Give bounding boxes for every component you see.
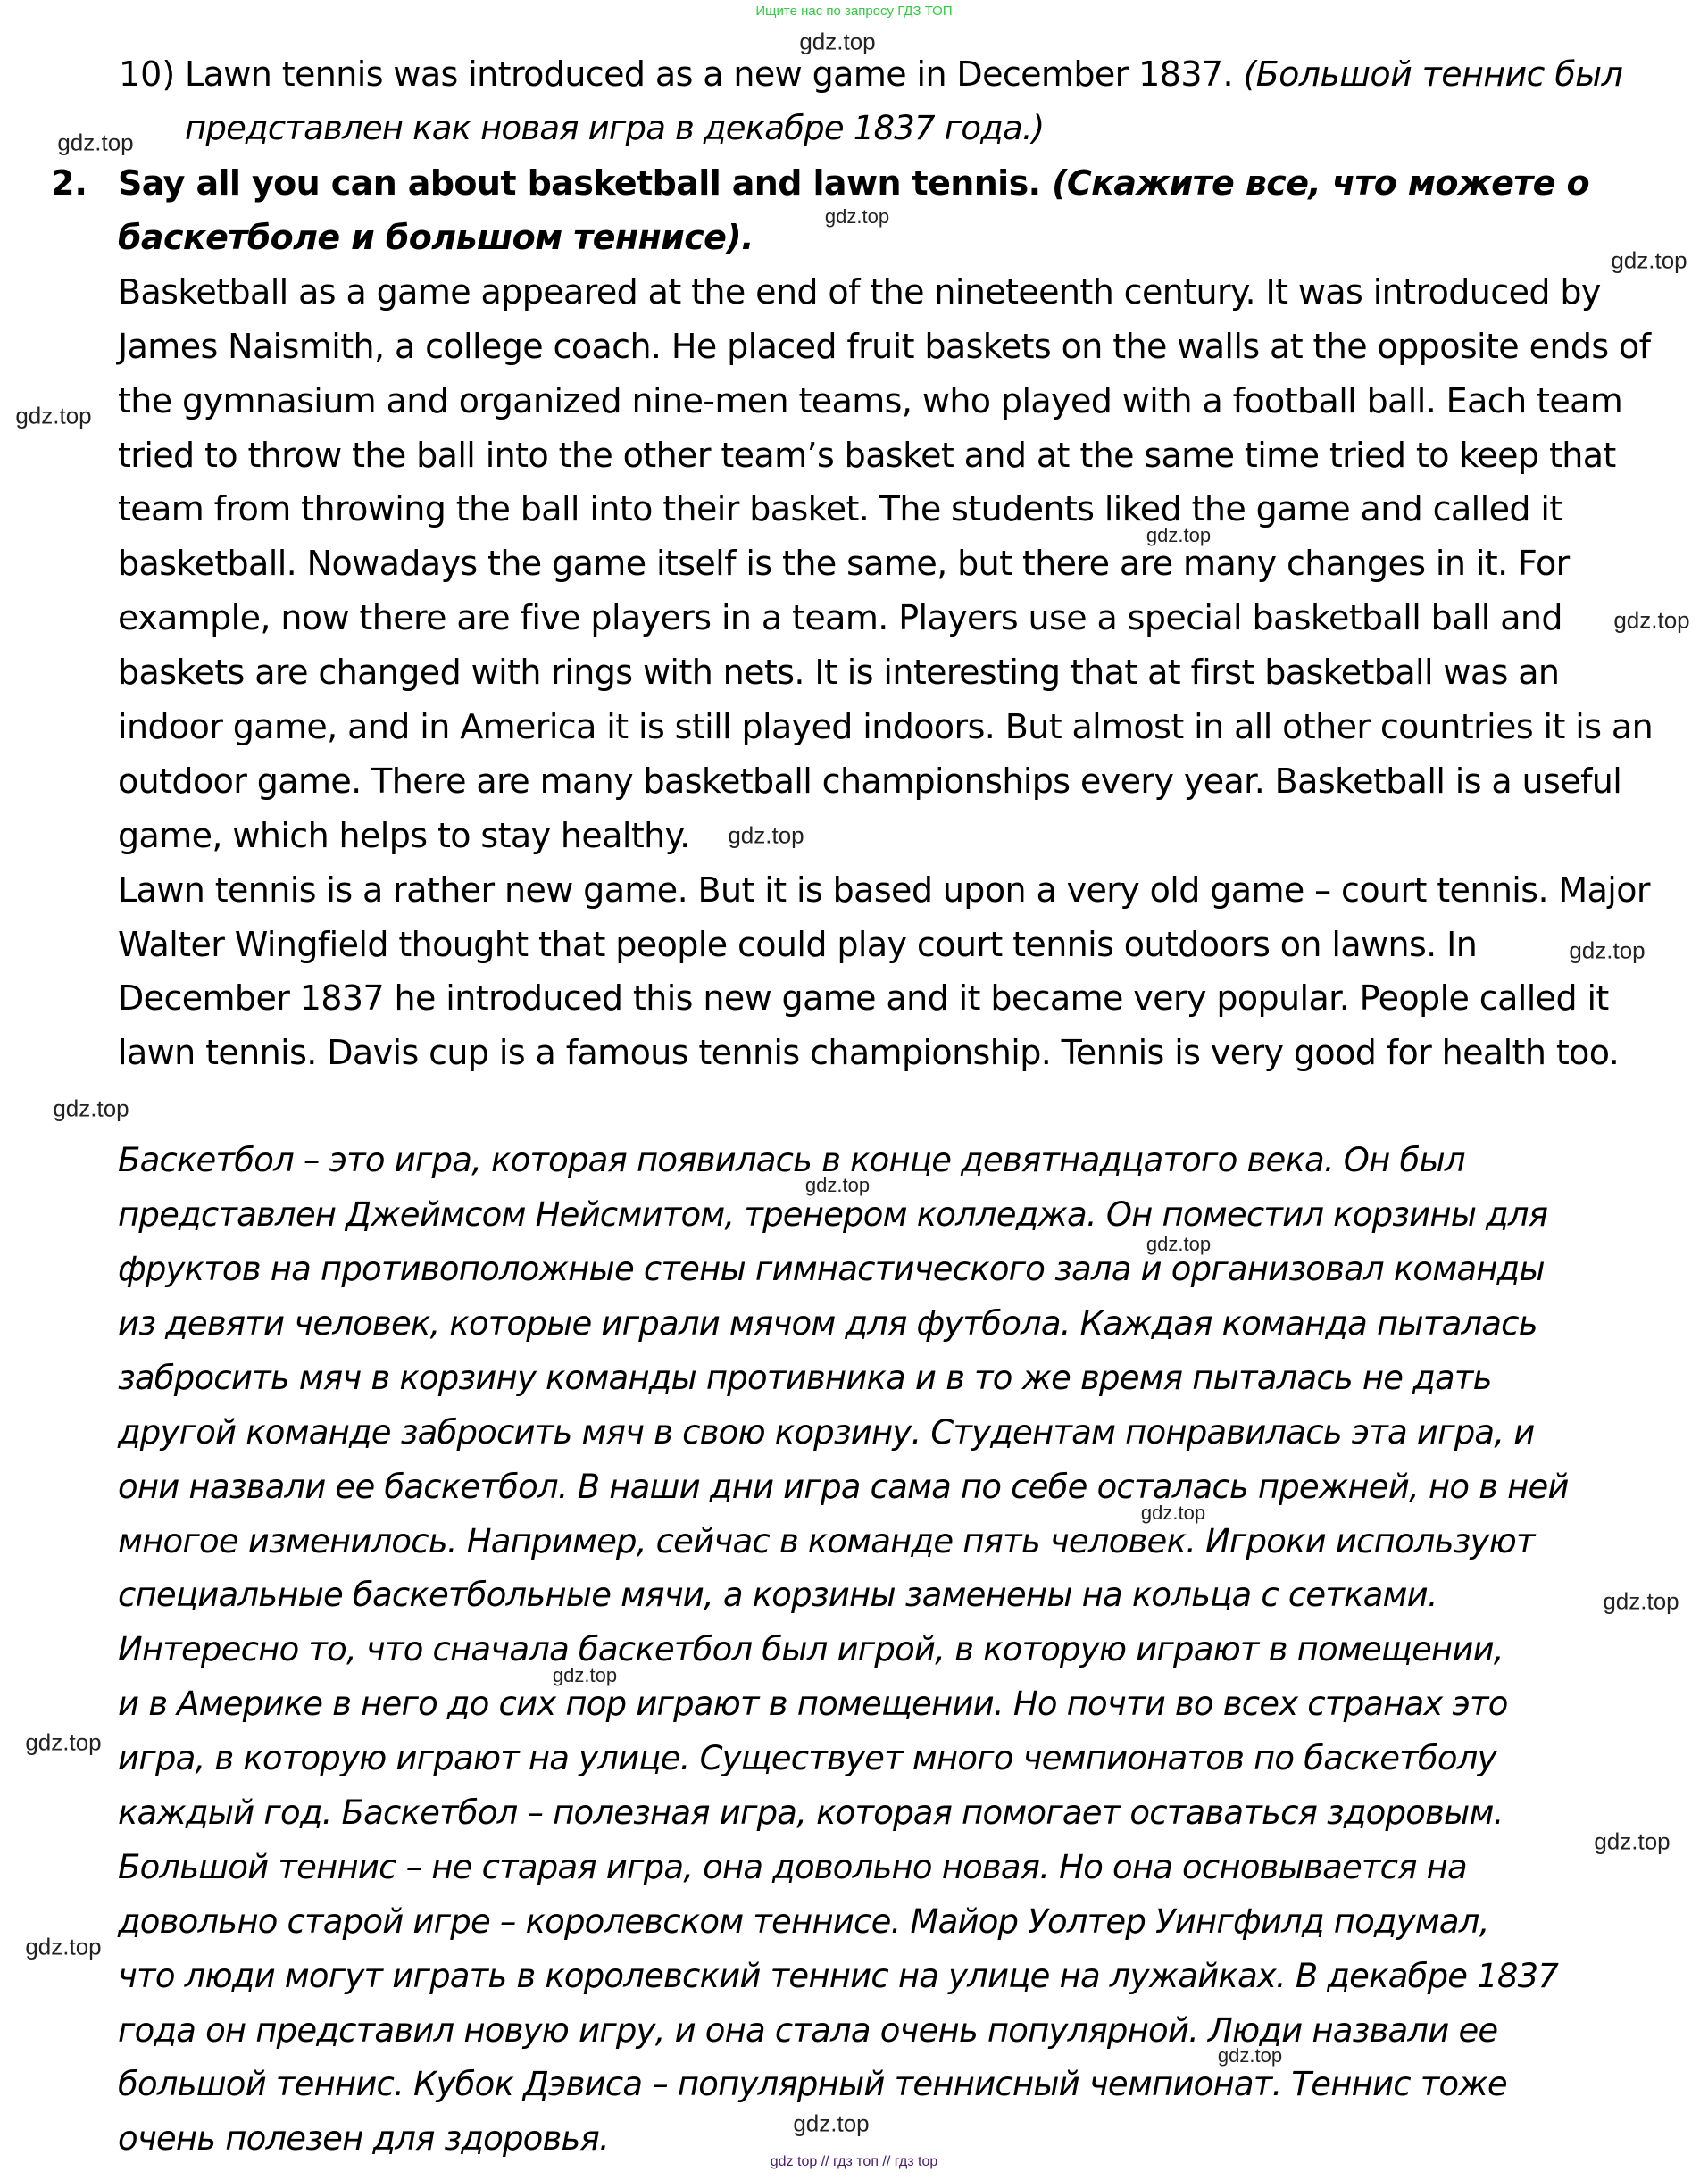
english-line: indoor game, and in America it is still played indoors. But almost in all other countries it is an [118,707,1654,746]
task-number-2: 2. [51,163,87,203]
english-line: tried to throw the ball into the other team’s basket and at the same time tried to keep that [118,436,1616,475]
task2-title-english: Say all you can about basketball and lawn tennis. [118,163,1053,203]
russian-line: года он представил новую игру, и она стала очень популярной. Люди назвали ее [118,2011,1498,2050]
english-line: basketball. Nowadays the game itself is the same, but there are many changes in it. For [118,544,1570,583]
english-line: Lawn tennis is a rather new game. But it is based upon a very old game – court tennis. Major [118,870,1650,910]
russian-line: фруктов на противоположные стены гимнастического зала и организовал команды [118,1250,1545,1288]
task2-title-line-1 [118,162,1589,204]
watermark: gdz.top [1611,246,1687,274]
watermark: gdz.top [804,1174,871,1196]
watermark: gdz.top [1140,1502,1206,1524]
russian-line: довольно старой игре – королевском теннисе. Майор Уолтер Уингфилд подумал, [118,1902,1489,1941]
english-line: the gymnasium and organized nine-men teams, who played with a football ball. Each team [118,381,1623,420]
watermark: gdz.top [53,1094,129,1122]
russian-line: представлен Джеймсом Нейсмитом, тренером колледжа. Он поместил корзины для [118,1195,1548,1234]
watermark: gdz.top [728,821,804,849]
english-line: Walter Wingfield thought that people could play court tennis outdoors on lawns. In [118,925,1478,964]
russian-line: Интересно то, что сначала баскетбол был игрой, в которую играют в помещении, [118,1630,1504,1668]
russian-line: из девяти человек, которые играли мячом для футбола. Каждая команда пыталась [118,1304,1537,1343]
english-line: James Naismith, a college coach. He placed fruit baskets on the walls at the opposite ends of [118,327,1651,366]
watermark: gdz.top [793,2109,870,2137]
watermark: gdz.top [824,205,890,228]
footer-links: gdz top // гдз топ // гдз top [770,2154,938,2169]
watermark: gdz.top [15,402,92,429]
watermark: gdz.top [1217,2044,1283,2067]
russian-line: Баскетбол – это игра, которая появилась в конце девятнадцатого века. Он был [118,1141,1465,1179]
russian-line: что люди могут играть в королевский теннис на улице на лужайках. В декабре 1837 [118,1957,1559,1995]
english-line: baskets are changed with rings with nets. It is interesting that at first basketball was an [118,653,1560,692]
item10-russian-start: (Большой теннис был [1243,54,1623,94]
russian-line: Большой теннис – не старая игра, она довольно новая. Но она основывается на [118,1848,1467,1886]
russian-line: и в Америке в него до сих пор играют в помещении. Но почти во всех странах это [118,1685,1508,1723]
item10-english: Lawn tennis was introduced as a new game in December 1837. [185,54,1244,94]
item-number-10: 10) [119,54,176,94]
search-banner: Ищите нас по запросу ГДЗ ТОП [755,4,953,19]
english-line: lawn tennis. Davis cup is a famous tennis championship. Tennis is very good for health too. [118,1033,1620,1072]
watermark: gdz.top [1146,1233,1212,1255]
russian-line: другой команде забросить мяч в свою корзину. Студентам понравилась эта игра, и [118,1413,1535,1452]
russian-line: каждый год. Баскетбол – полезная игра, которая помогает оставаться здоровым. [118,1793,1504,1832]
item10-line-1 [185,53,1622,96]
watermark: gdz.top [1146,524,1212,546]
russian-line: большой теннис. Кубок Дэвиса – популярный теннисный чемпионат. Теннис тоже [118,2065,1507,2103]
watermark: gdz.top [1603,1587,1679,1615]
russian-line: специальные баскетбольные мячи, а корзины заменены на кольца с сетками. [118,1576,1437,1614]
watermark: gdz.top [1569,936,1646,964]
task2-title-line-2: баскетболе и большом теннисе). [118,218,754,257]
russian-line: они назвали ее баскетбол. В наши дни игра сама по себе осталась прежней, но в ней [118,1468,1569,1506]
watermark: gdz.top [57,129,134,156]
english-line: game, which helps to stay healthy. [118,816,690,855]
english-line: outdoor game. There are many basketball championships every year. Basketball is a useful [118,761,1622,801]
watermark: gdz.top [552,1664,618,1686]
watermark: gdz.top [1594,1827,1671,1855]
watermark: gdz.top [799,28,876,55]
russian-line: игра, в которую играют на улице. Существует много чемпионатов по баскетболу [118,1739,1496,1777]
english-line: Basketball as a game appeared at the end of the nineteenth century. It was introduced by [118,272,1601,312]
watermark: gdz.top [25,1933,102,1960]
item10-line-2: представлен как новая игра в декабре 1837 года.) [185,109,1045,147]
russian-line: очень полезен для здоровья. [118,2119,609,2158]
task2-title-russian: (Скажите все, что можете о [1052,163,1589,203]
russian-line: забросить мяч в корзину команды противника и в то же время пыталась не дать [118,1359,1492,1397]
watermark: gdz.top [25,1728,102,1756]
watermark: gdz.top [1613,606,1690,634]
english-line: December 1837 he introduced this new game and it became very popular. People called it [118,978,1609,1018]
english-line: team from throwing the ball into their basket. The students liked the game and called it [118,489,1562,528]
english-line: example, now there are five players in a team. Players use a special basketball ball and [118,598,1562,637]
russian-line: многое изменилось. Например, сейчас в команде пять человек. Игроки используют [118,1522,1535,1560]
